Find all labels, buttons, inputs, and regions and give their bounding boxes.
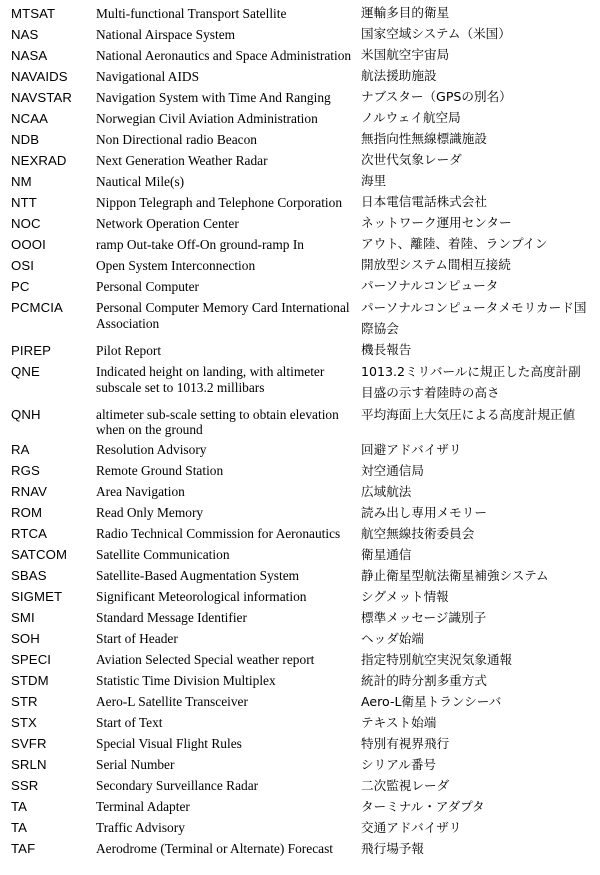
japanese-term: 静止衛星型航法衛星補強システム [361, 567, 549, 583]
glossary-row [11, 442, 591, 463]
english-term: Network Operation Center [96, 216, 239, 231]
english-term: Navigational AIDS [96, 69, 200, 84]
glossary-row [11, 343, 591, 364]
glossary-row [11, 589, 591, 610]
glossary-row [11, 568, 591, 589]
japanese-term: 次世代気象レーダ [361, 152, 462, 168]
glossary-row [11, 778, 591, 799]
japanese-term: パーソナルコンピュータメモリカード国際協会 [361, 300, 587, 336]
glossary-row [11, 69, 591, 90]
japanese-term: 開放型システム間相互接続 [361, 257, 511, 273]
abbreviation: ROM [11, 505, 43, 521]
japanese-term: 回避アドバイザリ [361, 441, 462, 457]
abbreviation: SVFR [11, 736, 47, 752]
english-term: Non Directional radio Beacon [96, 132, 258, 147]
glossary-row [11, 694, 591, 715]
abbreviation: STDM [11, 673, 49, 689]
glossary-row [11, 736, 591, 757]
english-term: Aviation Selected Special weather report [96, 652, 315, 668]
japanese-term: 運輸多目的衛星 [361, 5, 450, 21]
glossary-row [11, 27, 591, 48]
abbreviation: NTT [11, 195, 37, 210]
glossary-row [11, 279, 591, 300]
abbreviation: RA [11, 442, 30, 458]
glossary-row [11, 132, 591, 153]
glossary-row [11, 90, 591, 111]
abbreviation: SBAS [11, 568, 47, 584]
abbreviation: NM [11, 174, 32, 189]
japanese-term: 米国航空宇宙局 [361, 47, 450, 63]
abbreviation: MTSAT [11, 6, 56, 21]
japanese-term: ターミナル・アダプタ [361, 798, 485, 814]
english-term: Read Only Memory [96, 505, 204, 521]
abbreviation: SSR [11, 778, 39, 794]
glossary-row [11, 610, 591, 631]
japanese-term: アウト、離陸、着陸、ランプイン [361, 236, 548, 252]
abbreviation: SOH [11, 631, 40, 647]
english-term: National Airspace System [96, 27, 236, 42]
japanese-term: 飛行場予報 [361, 840, 424, 856]
english-term: Aerodrome (Terminal or Alternate) Forecast [96, 841, 334, 857]
japanese-term: 標準メッセージ識別子 [361, 609, 487, 625]
english-term: Standard Message Identifier [96, 610, 247, 626]
glossary-row [11, 153, 591, 174]
abbreviation: TAF [11, 841, 36, 857]
glossary-row [11, 111, 591, 132]
japanese-term: 無指向性無線標識施設 [361, 131, 487, 147]
english-term: Indicated height on landing, with altimeter subscale set to 1013.2 millibars [96, 363, 325, 395]
glossary-row [11, 799, 591, 820]
japanese-term: シリアル番号 [361, 756, 437, 772]
english-term: Serial Number [96, 757, 175, 773]
glossary-row [11, 547, 591, 568]
japanese-term: 航空無線技術委員会 [361, 525, 475, 541]
japanese-term: 海里 [361, 173, 387, 189]
japanese-term: 機長報告 [361, 342, 412, 358]
english-term: Satellite Communication [96, 547, 230, 563]
english-term: Navigation System with Time And Ranging [96, 90, 331, 105]
english-term: Secondary Surveillance Radar [96, 778, 259, 794]
english-term: Resolution Advisory [96, 442, 207, 458]
abbreviation: NAVAIDS [11, 69, 68, 84]
glossary-row [11, 631, 591, 652]
japanese-term: 1013.2ミリバールに規正した高度計副目盛の示す着陸時の高さ [361, 364, 581, 400]
english-term: Next Generation Weather Radar [96, 153, 268, 168]
abbreviation: PCMCIA [11, 300, 63, 315]
glossary-row [11, 48, 591, 69]
abbreviation: NAS [11, 27, 39, 42]
glossary-row [11, 174, 591, 195]
abbreviation: STX [11, 715, 37, 731]
japanese-term: 特別有視界飛行 [361, 735, 450, 751]
glossary-row [11, 484, 591, 505]
glossary-row [11, 673, 591, 694]
abbreviation: SIGMET [11, 589, 63, 605]
japanese-term: 対空通信局 [361, 462, 424, 478]
abbreviation: NOC [11, 216, 41, 231]
english-term: Aero-L Satellite Transceiver [96, 694, 248, 710]
english-term: Traffic Advisory [96, 820, 185, 836]
abbreviation: NDB [11, 132, 40, 147]
abbreviation: SRLN [11, 757, 47, 773]
japanese-term: 平均海面上大気圧による高度計規正値 [361, 407, 576, 423]
japanese-term: 航法援助施設 [361, 68, 437, 84]
english-term: Area Navigation [96, 484, 185, 500]
english-term: altimeter sub-scale setting to obtain elevation when on the ground [96, 406, 339, 438]
glossary-table [11, 6, 591, 862]
abbreviation: RGS [11, 463, 40, 479]
english-term: Start of Text [96, 715, 163, 731]
english-term: Significant Meteorological information [96, 589, 307, 605]
japanese-term: 広域航法 [361, 483, 412, 499]
abbreviation: SATCOM [11, 547, 68, 563]
english-term: ramp Out-take Off-On ground-ramp In [96, 237, 304, 252]
glossary-row [11, 652, 591, 673]
abbreviation: PC [11, 279, 30, 294]
glossary-row [11, 757, 591, 778]
glossary-row [11, 407, 591, 442]
abbreviation: NEXRAD [11, 153, 67, 168]
japanese-term: 衛星通信 [361, 546, 412, 562]
english-term: Multi-functional Transport Satellite [96, 6, 287, 21]
japanese-term: 指定特別航空実況気象通報 [361, 651, 513, 667]
abbreviation: RTCA [11, 526, 48, 542]
glossary-row [11, 300, 591, 343]
english-term: Statistic Time Division Multiplex [96, 673, 276, 689]
japanese-term: 日本電信電話株式会社 [361, 194, 487, 210]
glossary-row [11, 526, 591, 547]
glossary-row [11, 463, 591, 484]
japanese-term: テキスト始端 [361, 714, 437, 730]
english-term: Open System Interconnection [96, 258, 256, 273]
glossary-row [11, 715, 591, 736]
english-term: Personal Computer Memory Card International Association [96, 300, 350, 331]
glossary-row [11, 216, 591, 237]
japanese-term: ヘッダ始端 [361, 630, 424, 646]
glossary-row [11, 841, 591, 862]
japanese-term: 国家空域システム（米国） [361, 26, 511, 42]
english-term: Terminal Adapter [96, 799, 190, 815]
japanese-term: ナブスター（GPSの別名） [361, 89, 512, 105]
glossary-row [11, 6, 591, 27]
english-term: Nautical Mile(s) [96, 174, 185, 189]
glossary-row [11, 195, 591, 216]
english-term: Pilot Report [96, 342, 162, 358]
abbreviation: SPECI [11, 652, 52, 668]
english-term: Remote Ground Station [96, 463, 224, 479]
japanese-term: ネットワーク運用センター [361, 215, 512, 231]
japanese-term: 読み出し専用メモリー [361, 504, 487, 520]
english-term: Radio Technical Commission for Aeronautics [96, 526, 341, 542]
english-term: National Aeronautics and Space Administration [96, 48, 352, 63]
glossary-row [11, 820, 591, 841]
abbreviation: STR [11, 694, 38, 710]
english-term: Personal Computer [96, 279, 200, 294]
abbreviation: QNH [11, 406, 41, 422]
english-term: Satellite-Based Augmentation System [96, 568, 300, 584]
abbreviation: TA [11, 820, 28, 836]
japanese-term: 二次監視レーダ [361, 777, 450, 793]
japanese-term: 統計的時分割多重方式 [361, 672, 487, 688]
abbreviation: NCAA [11, 111, 49, 126]
abbreviation: TA [11, 799, 28, 815]
english-term: Nippon Telegraph and Telephone Corporation [96, 195, 343, 210]
japanese-term: 交通アドバイザリ [361, 819, 462, 835]
japanese-term: Aero-L衛星トランシーバ [361, 693, 502, 709]
glossary-row [11, 364, 591, 407]
glossary-row [11, 258, 591, 279]
english-term: Start of Header [96, 631, 178, 647]
japanese-term: ノルウェイ航空局 [361, 110, 461, 126]
abbreviation: OSI [11, 258, 35, 273]
abbreviation: NASA [11, 48, 48, 63]
abbreviation: PIREP [11, 342, 52, 358]
abbreviation: QNE [11, 363, 40, 379]
english-term: Norwegian Civil Aviation Administration [96, 111, 318, 126]
abbreviation: OOOI [11, 237, 46, 252]
abbreviation: SMI [11, 610, 35, 626]
glossary-row [11, 237, 591, 258]
japanese-term: パーソナルコンピュータ [361, 278, 499, 294]
abbreviation: RNAV [11, 484, 48, 500]
japanese-term: シグメット情報 [361, 588, 449, 604]
glossary-row [11, 505, 591, 526]
abbreviation: NAVSTAR [11, 90, 73, 105]
english-term: Special Visual Flight Rules [96, 736, 242, 752]
